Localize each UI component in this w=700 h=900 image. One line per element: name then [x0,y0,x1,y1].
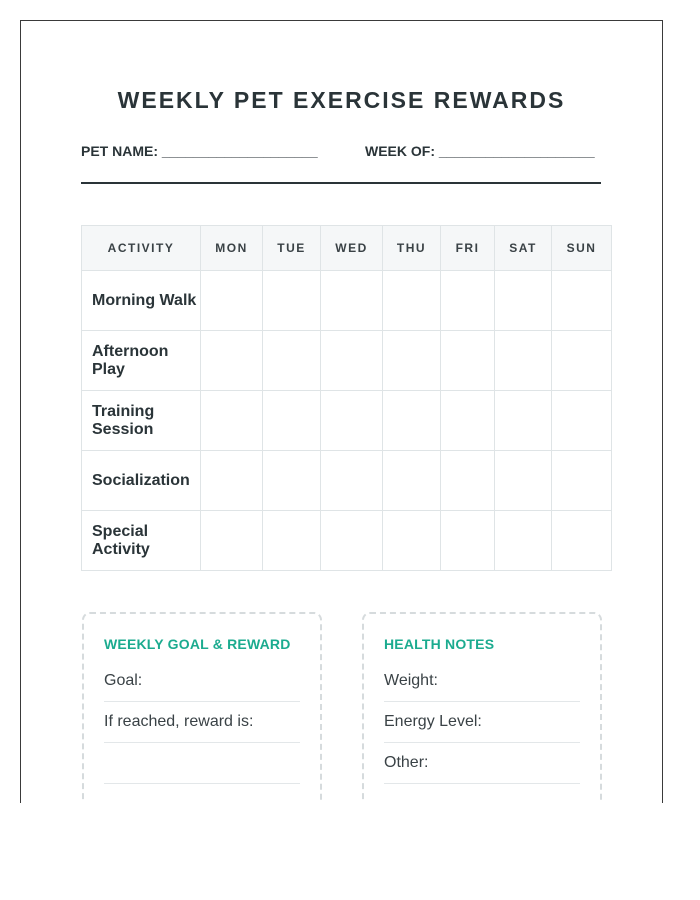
day-cell[interactable] [201,271,263,331]
day-cell[interactable] [201,511,263,571]
day-cell[interactable] [383,451,441,511]
worksheet-page [20,20,663,803]
table-header-row [82,226,612,271]
day-cell[interactable] [552,511,612,571]
day-cell[interactable] [552,451,612,511]
day-cell[interactable] [321,271,383,331]
pet-name-blank[interactable]: ____________________ [161,143,318,159]
day-cell[interactable] [495,451,552,511]
column-header-thu: THU [383,226,441,271]
column-header-activity: ACTIVITY [82,226,201,271]
day-cell[interactable] [383,331,441,391]
weekly-goal-box [82,612,322,803]
column-header-fri: FRI [441,226,495,271]
health-notes-title: HEALTH NOTES [384,636,495,652]
column-header-sat: SAT [495,226,552,271]
week-of-blank[interactable]: ____________________ [438,143,595,159]
blank-line[interactable] [104,744,300,784]
activity-label: Training Session [82,391,201,451]
day-cell[interactable] [321,511,383,571]
day-cell[interactable] [263,391,321,451]
day-cell[interactable] [441,511,495,571]
day-cell[interactable] [201,391,263,451]
header-divider [81,182,601,184]
day-cell[interactable] [263,331,321,391]
day-cell[interactable] [321,451,383,511]
other-line[interactable]: Other: [384,744,580,784]
day-cell[interactable] [495,391,552,451]
table-row [82,331,612,391]
goal-line[interactable]: Goal: [104,662,300,702]
pet-name-field[interactable] [81,143,318,159]
weight-line[interactable]: Weight: [384,662,580,702]
column-header-wed: WED [321,226,383,271]
column-header-mon: MON [201,226,263,271]
day-cell[interactable] [552,391,612,451]
day-cell[interactable] [495,271,552,331]
day-cell[interactable] [495,511,552,571]
day-cell[interactable] [552,271,612,331]
day-cell[interactable] [263,511,321,571]
exercise-table [81,225,612,571]
day-cell[interactable] [441,451,495,511]
weekly-goal-title: WEEKLY GOAL & REWARD [104,636,291,652]
day-cell[interactable] [263,271,321,331]
column-header-tue: TUE [263,226,321,271]
week-of-label: WEEK OF: [365,143,435,159]
day-cell[interactable] [321,391,383,451]
table-row [82,271,612,331]
column-header-sun: SUN [552,226,612,271]
day-cell[interactable] [383,391,441,451]
table-row [82,391,612,451]
activity-label: Socialization [82,451,201,511]
table-row [82,511,612,571]
day-cell[interactable] [552,331,612,391]
day-cell[interactable] [383,271,441,331]
pet-name-label: PET NAME: [81,143,158,159]
activity-label: Afternoon Play [82,331,201,391]
activity-label: Morning Walk [82,271,201,331]
reward-line[interactable]: If reached, reward is: [104,703,300,743]
table-row [82,451,612,511]
day-cell[interactable] [441,391,495,451]
health-notes-box [362,612,602,803]
day-cell[interactable] [495,331,552,391]
energy-level-line[interactable]: Energy Level: [384,703,580,743]
activity-label: Special Activity [82,511,201,571]
week-of-field[interactable] [365,143,595,159]
day-cell[interactable] [263,451,321,511]
day-cell[interactable] [383,511,441,571]
page-title: WEEKLY PET EXERCISE REWARDS [117,87,566,113]
day-cell[interactable] [441,331,495,391]
day-cell[interactable] [321,331,383,391]
day-cell[interactable] [441,271,495,331]
day-cell[interactable] [201,451,263,511]
day-cell[interactable] [201,331,263,391]
